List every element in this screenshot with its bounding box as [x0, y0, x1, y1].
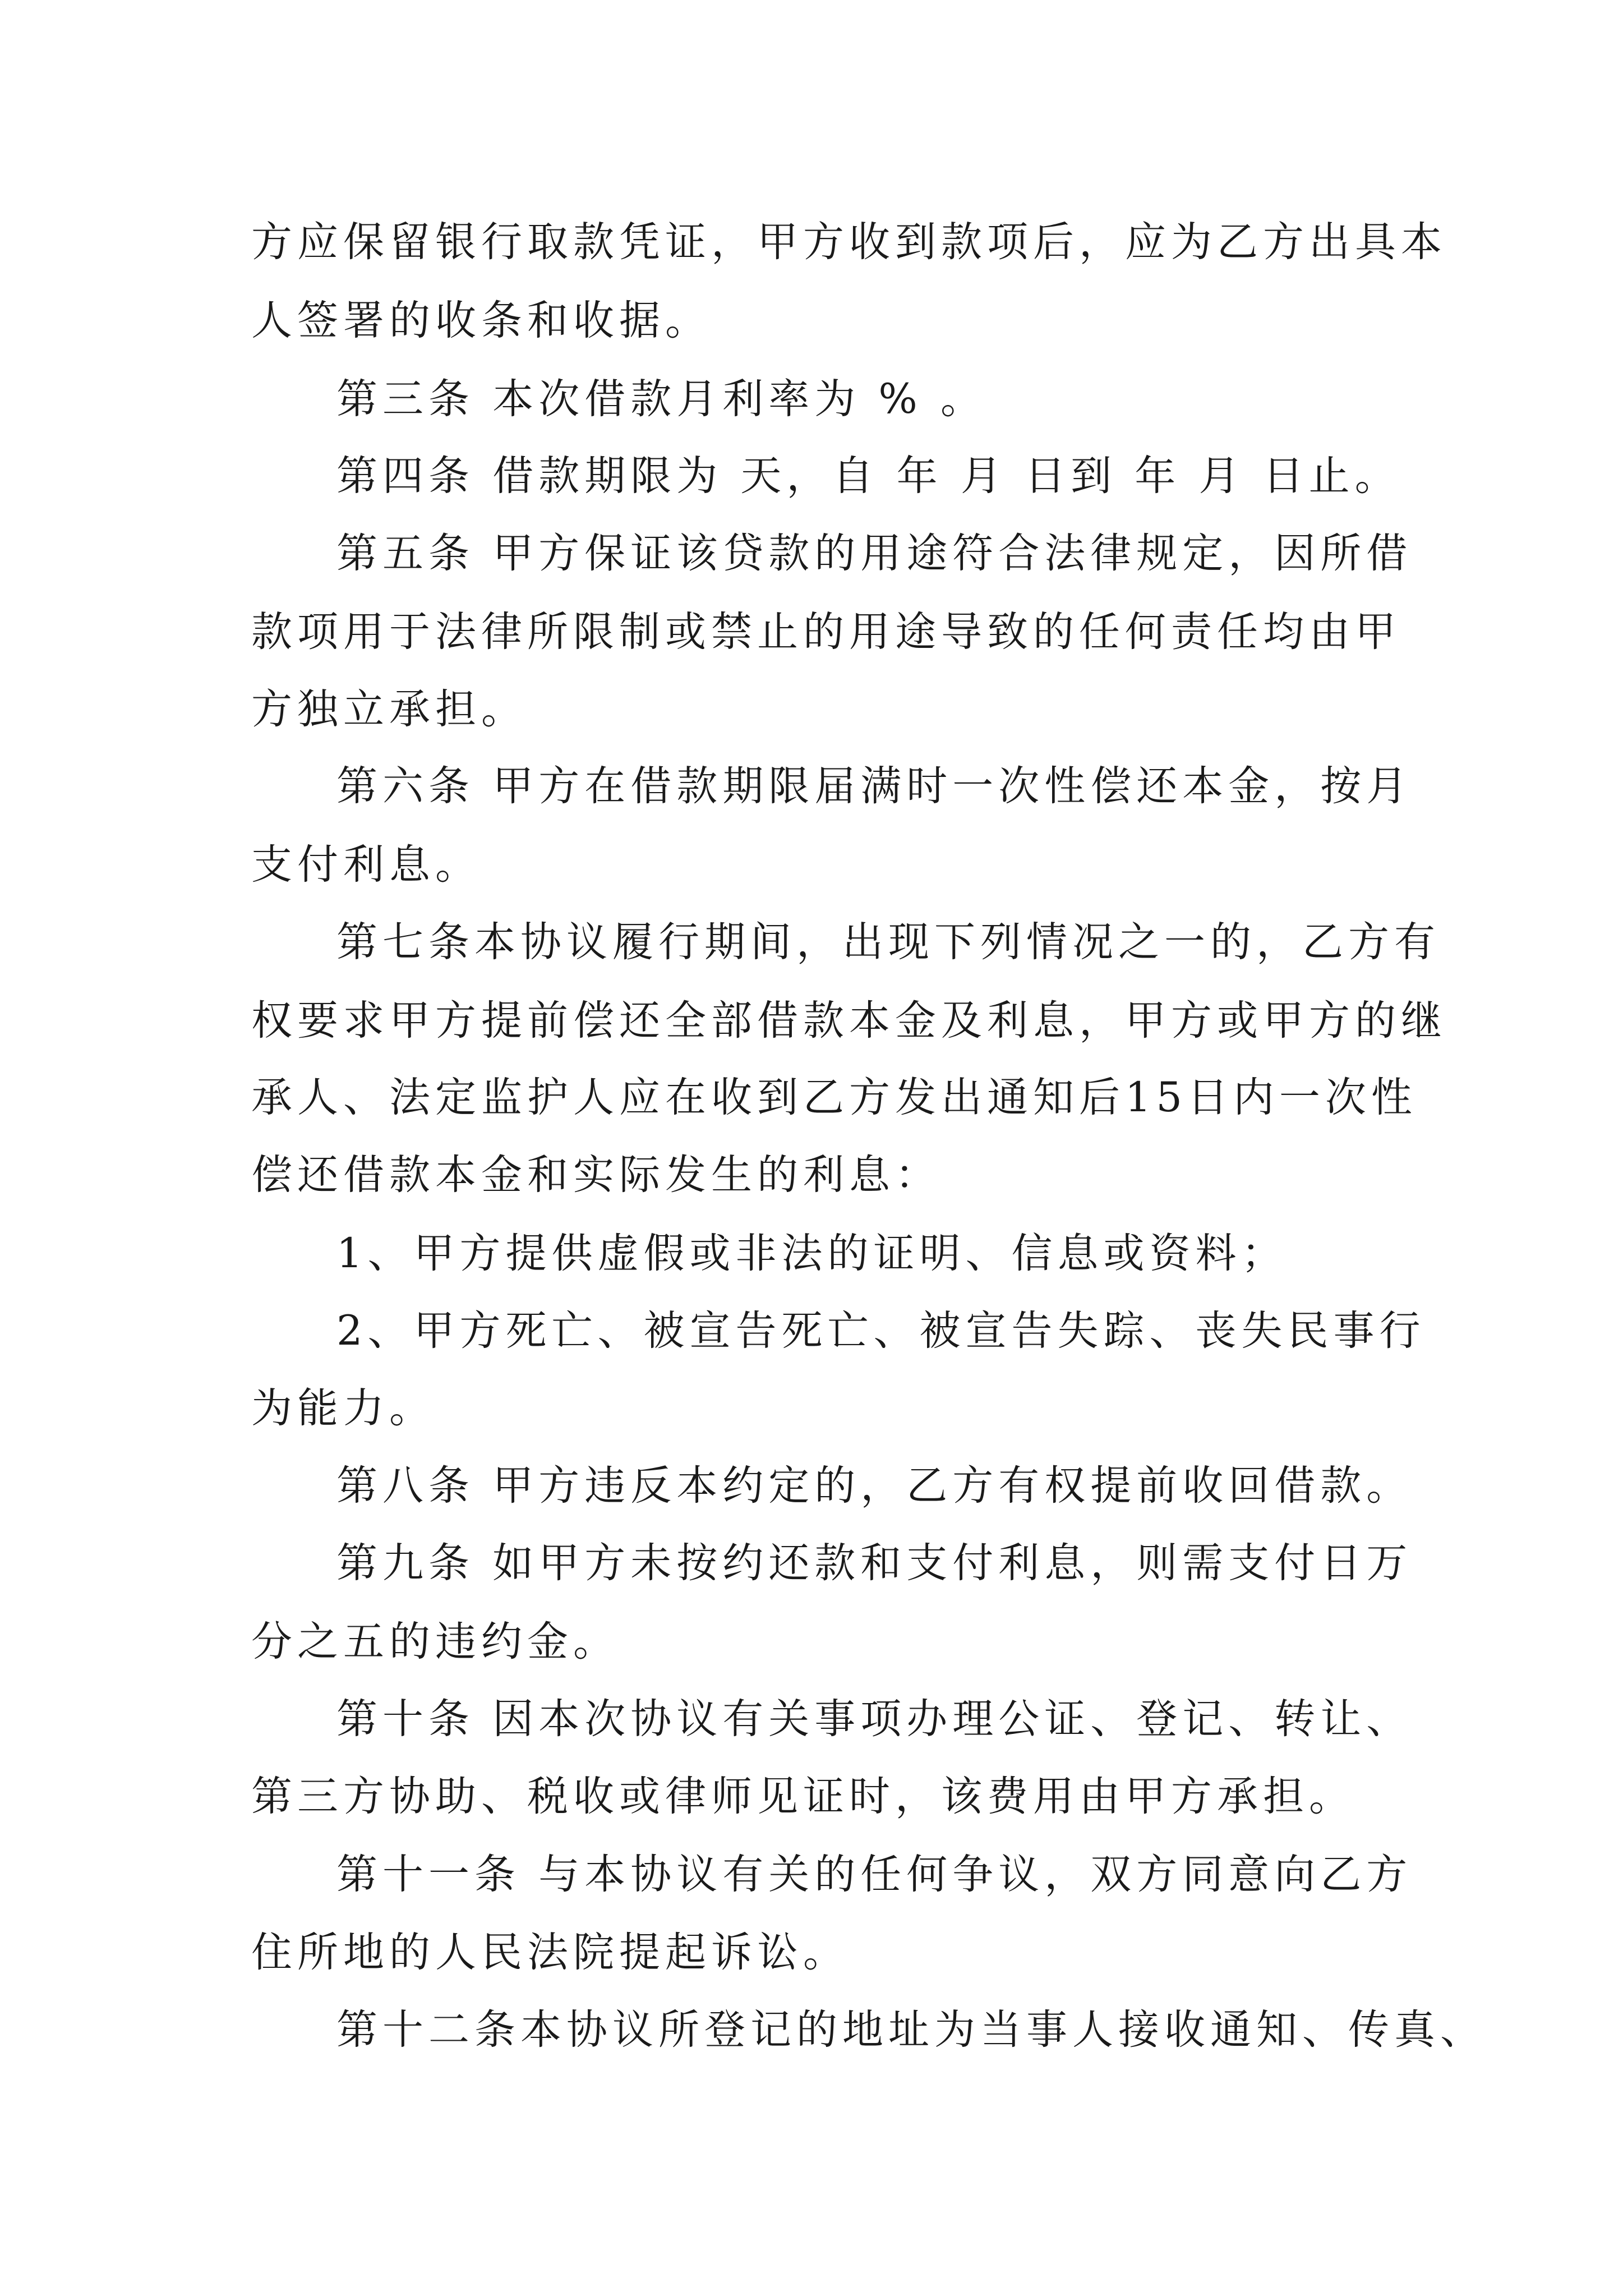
text-line: 住所地的人民法院提起诉讼。 — [251, 1929, 849, 1976]
text-line: 分之五的违约金。 — [251, 1618, 619, 1665]
article-4: 第四条 借款期限为 天，自 年 月 日到 年 月 日止。 — [336, 452, 1401, 500]
text-line: 人签署的收条和收据。 — [251, 297, 711, 344]
article-3: 第三条 本次借款月利率为 % 。 — [336, 375, 986, 423]
article-10: 第十条 因本次协议有关事项办理公证、登记、转让、 — [336, 1695, 1413, 1743]
article-12: 第十二条本协议所登记的地址为当事人接收通知、传真、 — [336, 2006, 1486, 2054]
text-line: 偿还借款本金和实际发生的利息： — [251, 1151, 941, 1199]
text-line: 权要求甲方提前偿还全部借款本金及利息，甲方或甲方的继 — [251, 997, 1447, 1045]
text-line: 承人、法定监护人应在收到乙方发出通知后15日内一次性 — [251, 1074, 1417, 1121]
article-8: 第八条 甲方违反本约定的，乙方有权提前收回借款。 — [336, 1462, 1413, 1510]
article-7: 第七条本协议履行期间，出现下列情况之一的，乙方有 — [336, 918, 1440, 966]
text-line: 款项用于法律所限制或禁止的用途导致的任何责任均由甲 — [251, 608, 1401, 656]
text-line: 第三方协助、税收或律师见证时，该费用由甲方承担。 — [251, 1773, 1355, 1820]
article-9: 第九条 如甲方未按约还款和支付利息，则需支付日万 — [336, 1539, 1413, 1587]
article-5: 第五条 甲方保证该贷款的用途符合法律规定，因所借 — [336, 530, 1413, 577]
text-line: 方应保留银行取款凭证，甲方收到款项后，应为乙方出具本 — [251, 218, 1447, 266]
list-item-1: 1、甲方提供虚假或非法的证明、信息或资料； — [336, 1230, 1288, 1277]
article-6: 第六条 甲方在借款期限届满时一次性偿还本金，按月 — [336, 762, 1413, 810]
text-line: 支付利息。 — [251, 841, 481, 889]
text-line: 为能力。 — [251, 1384, 435, 1432]
text-line: 方独立承担。 — [251, 685, 527, 733]
list-item-2: 2、甲方死亡、被宣告死亡、被宣告失踪、丧失民事行 — [336, 1307, 1426, 1355]
article-11: 第十一条 与本协议有关的任何争议，双方同意向乙方 — [336, 1851, 1413, 1898]
